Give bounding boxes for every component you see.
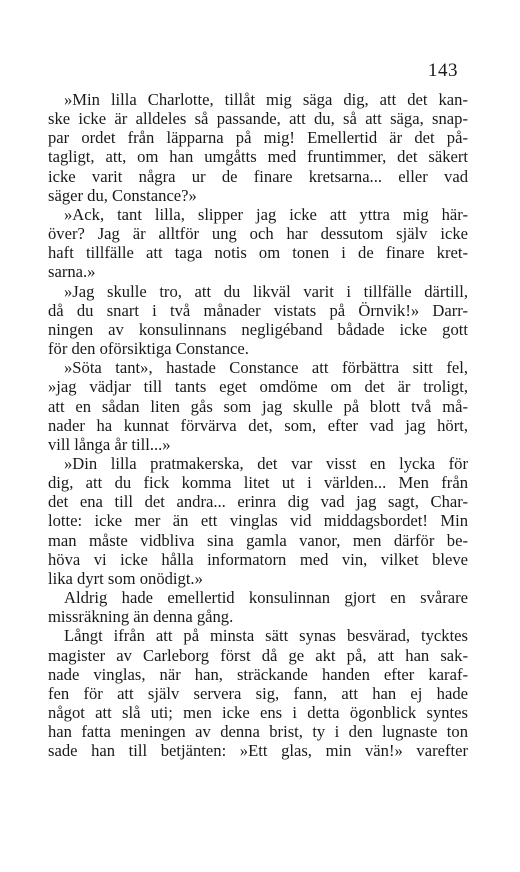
text-line: Långt ifrån att på minsta sätt synas besvärad, tycktes bbox=[64, 626, 468, 646]
text-line: det ena till det andra... erinra dig vad jag sagt, Char- bbox=[48, 492, 468, 512]
text-line: säger du, Constance?» bbox=[48, 185, 197, 205]
text-line: över? Jag är alltför ung och har dessutom själv icke bbox=[48, 224, 468, 244]
text-line: fen för att själv servera sig, fann, att han ej hade bbox=[48, 683, 468, 703]
text-line: sarna.» bbox=[48, 262, 96, 282]
text-line: lotte: icke mer än ett vinglas vid middagsbordet! Min bbox=[48, 511, 468, 531]
text-line: »jag vädjar till tants eget omdöme om det är troligt, bbox=[48, 377, 468, 397]
text-line: missräkning än denna gång. bbox=[48, 607, 234, 627]
text-line: »Din lilla pratmakerska, det var visst en lycka för bbox=[64, 453, 468, 473]
text-line: höva vi icke hålla informatorn med vin, vilket bleve bbox=[48, 549, 468, 569]
text-line: lika dyrt som onödigt.» bbox=[48, 568, 203, 588]
body-text bbox=[48, 90, 468, 760]
text-line: nade vinglas, när han, sträckande handen efter karaf- bbox=[48, 664, 468, 684]
text-line: nader ha kunnat förvärva det, som, efter vad jag hört, bbox=[48, 415, 468, 435]
page-number: 143 bbox=[428, 60, 458, 81]
text-line: vill långa år till...» bbox=[48, 434, 171, 454]
text-line: par ordet från läpparna på mig! Emellertid är det på- bbox=[48, 128, 468, 148]
text-line: haft tillfälle att taga notis om tonen i de finare kret- bbox=[48, 243, 468, 263]
text-line: dig, att du fick komma litet ut i världen... Men från bbox=[48, 473, 468, 493]
text-line: tagligt, att, om han umgåtts med fruntimmer, det säkert bbox=[48, 147, 468, 167]
text-line: ske icke är alldeles så passande, att du, så att säga, snap- bbox=[48, 109, 468, 129]
text-line: man måste vidbliva sina gamla vanor, men därför be- bbox=[48, 530, 468, 550]
text-line: »Jag skulle tro, att du likväl varit i tillfälle därtill, bbox=[64, 281, 468, 301]
text-line: magister av Carleborg först då ge akt på, att han sak- bbox=[48, 645, 468, 665]
text-line: ningen av konsulinnans negligéband bådade icke gott bbox=[48, 319, 468, 339]
text-line: icke varit några ur de finare kretsarna... eller vad bbox=[48, 166, 468, 186]
text-line: »Ack, tant lilla, slipper jag icke att yttra mig här- bbox=[64, 204, 468, 224]
text-line: »Min lilla Charlotte, tillåt mig säga dig, att det kan- bbox=[64, 90, 468, 109]
text-line: då du snart i två månader vistats på Örnvik!» Darr- bbox=[48, 300, 468, 320]
text-line: att en sådan liten gås som jag skulle på blott två må- bbox=[48, 396, 468, 416]
text-line: han fatta meningen av denna brist, ty i den lugnaste ton bbox=[48, 722, 468, 742]
text-line: Aldrig hade emellertid konsulinnan gjort en svårare bbox=[64, 588, 468, 608]
text-line: något att slå uti; men icke ens i detta ögonblick syntes bbox=[48, 703, 468, 722]
text-line: för den oförsiktiga Constance. bbox=[48, 339, 249, 359]
text-line: »Söta tant», hastade Constance att förbättra sitt fel, bbox=[64, 358, 468, 378]
text-line: sade han till betjänten: »Ett glas, min vän!» varefter bbox=[48, 741, 468, 761]
